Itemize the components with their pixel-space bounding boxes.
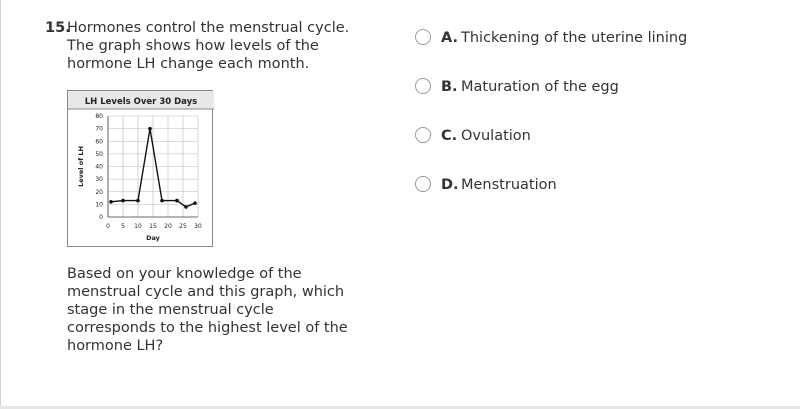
y-tick-label: 50	[95, 150, 103, 158]
question-prompt: Hormones control the menstrual cycle. The graph shows how levels of the hormone LH change each month.	[67, 20, 350, 72]
choice-a-letter: A.	[441, 30, 458, 46]
lh-data-point	[175, 199, 179, 203]
choice-b-letter: B.	[441, 79, 458, 95]
x-tick-label: 5	[121, 223, 125, 230]
y-tick-label: 20	[95, 188, 103, 196]
lh-chart	[67, 90, 213, 247]
x-tick-label: 25	[179, 223, 187, 230]
choice-d-text: Menstruation	[461, 177, 557, 193]
x-axis-label: Day	[146, 234, 160, 242]
y-tick-label: 0	[99, 214, 103, 221]
radio-a[interactable]	[415, 29, 431, 45]
left-border	[0, 0, 1, 409]
radio-d[interactable]	[415, 176, 431, 192]
radio-b[interactable]	[415, 78, 431, 94]
lh-data-point	[121, 199, 125, 203]
x-tick-label: 0	[106, 223, 110, 230]
radio-c[interactable]	[415, 127, 431, 143]
choice-c-letter: C.	[441, 128, 458, 144]
lh-data-point	[193, 201, 197, 205]
y-axis-label: Level of LH	[77, 146, 85, 187]
y-tick-label: 10	[95, 201, 103, 209]
lh-data-point	[136, 199, 140, 203]
x-tick-label: 10	[134, 223, 142, 230]
y-tick-label: 70	[95, 125, 103, 133]
y-tick-label: 60	[95, 138, 103, 146]
y-tick-label: 80	[95, 113, 103, 120]
choice-d-letter: D.	[441, 177, 459, 193]
lh-data-point	[160, 199, 164, 203]
chart-title: LH Levels Over 30 Days	[84, 97, 198, 107]
x-tick-label: 30	[194, 223, 202, 230]
x-tick-label: 15	[149, 223, 157, 230]
choice-a-text: Thickening of the uterine lining	[461, 30, 688, 46]
question-number: 15.	[45, 20, 71, 36]
question-followup: Based on your knowledge of the menstrual cycle and this graph, which stage in the menstrual cycle corresponds to the highest level of the hormone LH?	[67, 266, 348, 354]
lh-data-point	[109, 200, 113, 204]
lh-data-point	[184, 205, 188, 209]
choice-c-text: Ovulation	[461, 128, 531, 144]
lh-data-point	[148, 127, 152, 131]
lh-chart-svg	[68, 91, 214, 248]
y-tick-label: 40	[95, 163, 103, 171]
y-tick-label: 30	[95, 176, 103, 184]
choice-b-text: Maturation of the egg	[461, 79, 619, 95]
x-tick-label: 20	[164, 223, 172, 230]
